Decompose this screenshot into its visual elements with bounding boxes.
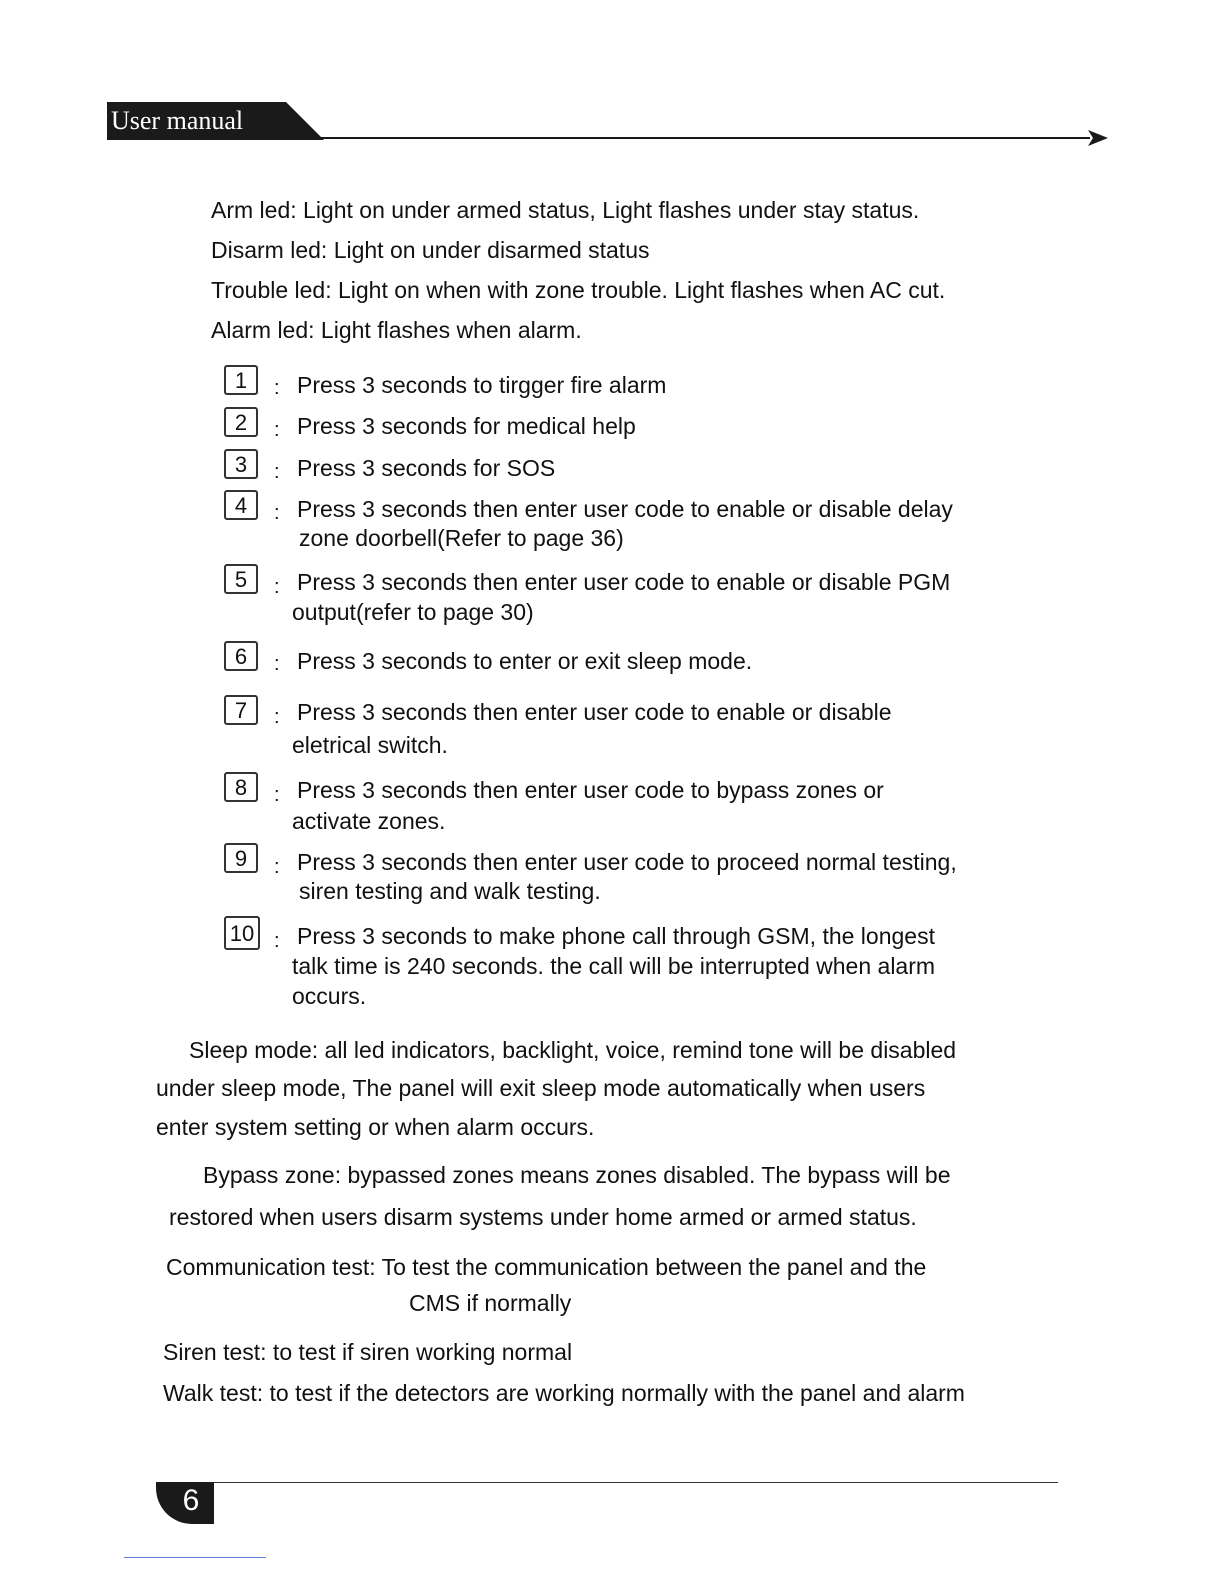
key-8-description-line-1: Press 3 seconds then enter user code to bypass zones or [297,777,884,803]
key-7-description-line-2: eletrical switch. [292,732,448,758]
key-10-description-line-2: talk time is 240 seconds. the call will be interrupted when alarm [292,953,936,979]
key-9: 9 [224,843,258,873]
key-9-description-line-2: siren testing and walk testing. [299,878,601,904]
key-5: 5 [224,564,258,594]
key-colon: : [274,502,280,524]
key-7: 7 [224,695,258,725]
key-6-description: Press 3 seconds to enter or exit sleep mode. [297,648,753,674]
key-colon: : [274,706,280,728]
page-number: 6 [156,1482,214,1524]
disarm-led-text: Disarm led: Light on under disarmed status [211,237,650,263]
key-colon: : [274,461,280,483]
key-colon: : [274,419,280,441]
sleep-mode-line-3: enter system setting or when alarm occurs. [156,1114,595,1140]
key-colon: : [274,377,280,399]
key-5-description-line-1: Press 3 seconds then enter user code to enable or disable PGM [297,569,951,595]
key-colon: : [274,784,280,806]
key-7-description-line-1: Press 3 seconds then enter user code to enable or disable [297,699,892,725]
key-colon: : [274,930,280,952]
key-colon: : [274,576,280,598]
key-5-description-line-2: output(refer to page 30) [292,599,534,625]
key-2: 2 [224,407,258,437]
key-4: 4 [224,490,258,520]
key-8-description-line-2: activate zones. [292,808,446,834]
header-wedge [264,102,324,140]
key-1-description: Press 3 seconds to tirgger fire alarm [297,372,667,398]
key-10: 10 [224,916,260,950]
sleep-mode-line-1: Sleep mode: all led indicators, backlight, voice, remind tone will be disabled [189,1037,957,1063]
key-1: 1 [224,365,258,395]
alarm-led-text: Alarm led: Light flashes when alarm. [211,317,582,343]
arrow-right-icon [1088,130,1108,146]
key-10-description-line-3: occurs. [292,983,367,1009]
bypass-zone-line-1: Bypass zone: bypassed zones means zones disabled. The bypass will be [203,1162,951,1188]
key-colon: : [274,856,280,878]
communication-test-line-1: Communication test: To test the communication between the panel and the [166,1254,927,1280]
key-4-description-line-2: zone doorbell(Refer to page 36) [299,525,624,551]
trouble-led-text: Trouble led: Light on when with zone trouble. Light flashes when AC cut. [211,277,946,303]
header-rule [300,137,1090,139]
key-3: 3 [224,449,258,479]
bottom-rule [124,1557,266,1558]
key-4-description-line-1: Press 3 seconds then enter user code to enable or disable delay [297,496,953,522]
key-colon: : [274,653,280,675]
header-title: User manual [107,102,265,140]
walk-test-text: Walk test: to test if the detectors are working normally with the panel and alarm [163,1380,965,1406]
key-10-description-line-1: Press 3 seconds to make phone call through GSM, the longest [297,923,935,949]
sleep-mode-line-2: under sleep mode, The panel will exit sleep mode automatically when users [156,1075,926,1101]
footer-rule [210,1482,1058,1483]
arm-led-text: Arm led: Light on under armed status, Light flashes under stay status. [211,197,920,223]
bypass-zone-line-2: restored when users disarm systems under home armed or armed status. [169,1204,917,1230]
communication-test-line-2: CMS if normally [409,1290,572,1316]
key-9-description-line-1: Press 3 seconds then enter user code to proceed normal testing, [297,849,957,875]
key-8: 8 [224,772,258,802]
key-6: 6 [224,641,258,671]
key-3-description: Press 3 seconds for SOS [297,455,556,481]
siren-test-text: Siren test: to test if siren working normal [163,1339,573,1365]
key-2-description: Press 3 seconds for medical help [297,413,636,439]
